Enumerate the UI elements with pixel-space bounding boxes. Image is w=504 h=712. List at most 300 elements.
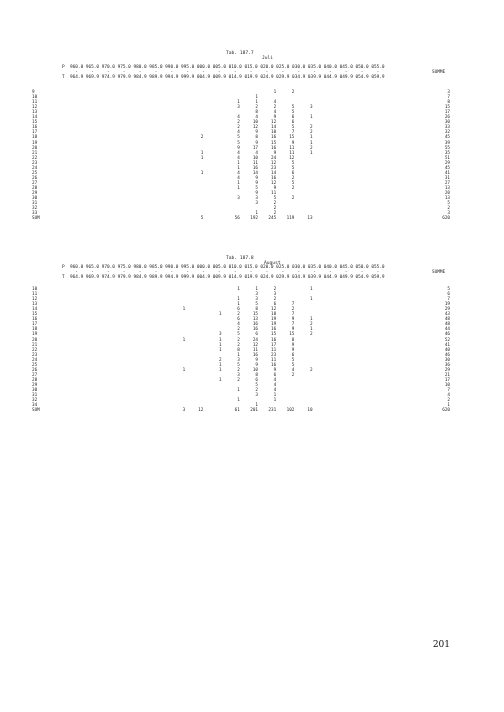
table-cell: 5 [255, 185, 258, 191]
row-temperature-label: 14 [32, 115, 38, 121]
table-cell: 2 [273, 287, 277, 292]
table-month: Juli [262, 56, 274, 61]
table-cell: 5 [291, 180, 295, 186]
row-sum: 3 [447, 211, 450, 217]
row-sum: 51 [444, 155, 450, 161]
table-cell: 8 [255, 110, 258, 116]
table-cell: 2 [310, 130, 313, 136]
table-cell: 2 [273, 105, 277, 111]
row-temperature-label: 12 [32, 105, 38, 111]
table-cell: 8 [255, 307, 258, 313]
row-temperature-label: 32 [32, 398, 38, 404]
table-cell: 2 [273, 206, 277, 212]
table-cell: 1 [182, 337, 186, 343]
table-cell: 6 [291, 115, 295, 121]
table-cell: 5 [291, 105, 295, 111]
row-temperature-label: 34 [32, 403, 38, 409]
table-cell: 4 [237, 175, 240, 181]
table-cell: 9 [255, 180, 258, 186]
table-cell: 1 [237, 352, 240, 358]
row-sum: 36 [444, 362, 450, 368]
table-cell: 11 [289, 150, 295, 156]
table-cell: 1 [255, 95, 258, 101]
row-temperature-label: 25 [32, 170, 38, 176]
table-cell: 11 [289, 145, 295, 151]
table-cell: 1 [273, 398, 277, 404]
table-cell: 9 [291, 327, 295, 333]
row-temperature-label: 28 [32, 185, 38, 191]
table-cell: 10 [252, 367, 258, 373]
table-cell: 1 [219, 362, 222, 368]
table-cell: 1 [237, 100, 240, 106]
table-cell: 9 [273, 367, 277, 373]
table-cell: 2 [255, 388, 258, 393]
table-cell: 9 [273, 115, 277, 121]
table-cell: 2 [237, 312, 240, 318]
row-sum: 46 [444, 352, 450, 358]
table-cell: 2 [255, 105, 258, 111]
row-temperature-label: 24 [32, 165, 38, 171]
row-sum: 48 [444, 322, 450, 328]
row-sum: 21 [444, 372, 450, 378]
table-cell: 1 [310, 297, 313, 303]
row-temperature-label: 24 [32, 357, 38, 363]
pressure-label: P [62, 65, 65, 70]
table-cell: 56 [234, 216, 240, 222]
table-cell: 15 [271, 140, 277, 146]
table-row [0, 216, 504, 221]
table-cell: 1 [237, 180, 240, 186]
row-sum: 7 [447, 388, 450, 393]
table-cell: 2 [237, 327, 240, 333]
row-temperature-label: 21 [32, 342, 38, 348]
table-cell: 6 [273, 302, 277, 308]
table-cell: 5 [237, 135, 240, 141]
pressure-upper-bounds: 964.9 969.9 974.9 979.9 984.9 989.9 994.9 999.9 004.9 009.9 014.9 019.9 024.9 029.9 034.9 039.9 044.9 049.9 054.9 059.9 [70, 75, 385, 80]
table-cell: 1 [200, 155, 204, 161]
table-cell: 231 [268, 408, 277, 414]
table-cell: 5 [273, 196, 277, 202]
table-cell: 6 [291, 170, 295, 176]
row-sum: 13 [444, 185, 450, 191]
table-cell: 1 [310, 115, 313, 121]
row-sum: 52 [444, 337, 450, 343]
table-cell: 16 [271, 362, 277, 368]
row-temperature-label: 12 [32, 297, 38, 303]
table-cell: 2 [291, 372, 295, 378]
table-cell: 2 [291, 90, 295, 95]
table-cell: 1 [310, 287, 313, 292]
table-cell: 1 [273, 393, 277, 399]
table-cell: 12 [289, 155, 295, 161]
table-cell: 8 [255, 372, 258, 378]
table-cell: 5 [237, 362, 240, 368]
table-cell: 12 [271, 180, 277, 186]
table-cell: 2 [291, 185, 295, 191]
row-temperature-label: 13 [32, 302, 38, 308]
row-temperature-label: 17 [32, 322, 38, 328]
table-cell: 8 [255, 135, 258, 141]
table-cell: 9 [291, 347, 295, 353]
table-cell: 16 [252, 165, 258, 171]
row-temperature-label: 15 [32, 312, 38, 318]
row-temperature-label: 10 [32, 95, 38, 101]
table-cell: 1 [255, 403, 258, 409]
table-cell: 3 [237, 357, 240, 363]
table-cell: 7 [291, 302, 295, 308]
row-sum: 4 [447, 393, 450, 399]
row-sum: 19 [444, 302, 450, 308]
row-temperature-label: 14 [32, 307, 38, 313]
table-cell: 4 [273, 100, 277, 106]
table-cell: 24 [271, 155, 277, 161]
table-cell: 16 [271, 135, 277, 141]
table-cell: 16 [271, 337, 277, 343]
row-sum: 13 [444, 196, 450, 202]
table-cell: 1 [237, 287, 240, 292]
table-cell: 4 [273, 388, 277, 393]
table-cell: 1 [200, 150, 204, 156]
table-cell: 2 [237, 367, 240, 373]
table-cell: 12 [271, 307, 277, 313]
row-sum: 46 [444, 332, 450, 338]
table-cell: 2 [310, 367, 313, 373]
table-cell: 9 [291, 342, 295, 348]
pressure-lower-bounds: 960.0 965.0 970.0 975.0 980.0 985.0 990.0 995.0 000.0 005.0 010.0 015.0 020.0 025.0 030.0 035.0 040.0 045.0 050.0 055.0 [70, 65, 385, 70]
table-cell: 1 [237, 302, 240, 308]
table-cell: 6 [237, 317, 240, 323]
table-cell: 18 [271, 312, 277, 318]
table-cell: 16 [271, 327, 277, 333]
table-cell: 2 [237, 120, 240, 126]
row-temperature-label: 18 [32, 327, 38, 333]
table-cell: 1 [219, 342, 222, 348]
table-cell: 9 [237, 145, 240, 151]
table-cell: 5 [237, 140, 240, 146]
row-sum: 7 [447, 95, 450, 101]
table-cell: 3 [237, 372, 240, 378]
summe-label: SUMME [432, 270, 446, 275]
table-cell: 5 [200, 216, 204, 222]
table-cell: 4 [273, 110, 277, 116]
page-number: 201 [432, 640, 450, 650]
table-cell: 2 [237, 377, 240, 383]
table-cell: 5 [255, 382, 258, 388]
table-cell: 11 [252, 347, 258, 353]
table-cell: 3 [219, 332, 222, 338]
row-sum: 2 [447, 398, 450, 404]
row-sum: 5 [447, 287, 450, 292]
row-sum: 41 [444, 342, 450, 348]
row-temperature-label: SUM [32, 216, 40, 222]
row-sum: 45 [444, 165, 450, 171]
table-cell: 1 [219, 337, 222, 343]
row-sum: 29 [444, 367, 450, 373]
table-cell: 1 [310, 327, 313, 333]
row-sum: 35 [444, 150, 450, 156]
table-cell: 119 [286, 216, 295, 222]
row-sum: 33 [444, 125, 450, 131]
table-cell: 2 [219, 357, 222, 363]
row-temperature-label: 23 [32, 160, 38, 166]
table-cell: 9 [273, 150, 277, 156]
table-cell: 1 [310, 317, 313, 323]
table-cell: 15 [289, 332, 295, 338]
table-cell: 2 [200, 135, 204, 141]
table-cell: 1 [237, 297, 240, 303]
table-cell: 1 [310, 150, 313, 156]
row-temperature-label: 27 [32, 180, 38, 186]
table-cell: 2 [273, 211, 277, 217]
table-cell: 2 [310, 145, 313, 151]
row-temperature-label: 22 [32, 155, 38, 161]
table-cell: 1 [182, 367, 186, 373]
pressure-lower-bounds: 960.0 965.0 970.0 975.0 980.0 985.0 990.0 995.0 000.0 005.0 010.0 015.0 020.0 025.0 030.0 035.0 040.0 045.0 050.0 055.0 [70, 265, 385, 270]
table-cell: 9 [255, 362, 258, 368]
row-sum: 10 [444, 382, 450, 388]
row-sum: 43 [444, 312, 450, 318]
temperature-label: T [62, 275, 65, 280]
pressure-dashes: - - - - - - - - - - - - - - - - - - - - [70, 270, 380, 275]
row-temperature-label: SUM [32, 408, 40, 414]
table-row [0, 408, 504, 413]
row-sum: 15 [444, 105, 450, 111]
table-cell: 1 [310, 140, 313, 146]
table-cell: 1 [237, 160, 240, 166]
table-cell: 11 [271, 357, 277, 363]
table-cell: 16 [271, 145, 277, 151]
table-cell: 8 [237, 347, 240, 353]
row-sum: 44 [444, 327, 450, 333]
table-cell: 192 [250, 216, 258, 222]
row-temperature-label: 17 [32, 130, 38, 136]
table-cell: 1 [255, 100, 258, 106]
pressure-label: P [62, 265, 65, 270]
row-sum: 39 [444, 140, 450, 146]
table-cell: 2 [273, 201, 277, 207]
table-title [0, 46, 504, 66]
row-sum: 2 [447, 206, 450, 212]
table-cell: 6 [255, 332, 258, 338]
table-cell: 4 [291, 367, 295, 373]
table-cell: 5 [291, 362, 295, 368]
row-temperature-label: 9 [32, 90, 35, 95]
row-temperature-label: 11 [32, 100, 38, 106]
table-cell: 3 [182, 408, 186, 414]
row-sum: 40 [444, 347, 450, 353]
row-sum: 41 [444, 170, 450, 176]
table-cell: 5 [291, 110, 295, 116]
row-sum: 55 [444, 145, 450, 151]
row-temperature-label: 18 [32, 135, 38, 141]
row-temperature-label: 21 [32, 150, 38, 156]
table-cell: 4 [255, 150, 258, 156]
table-cell: 23 [271, 165, 277, 171]
table-cell: 9 [255, 191, 258, 196]
table-cell: 12 [252, 342, 258, 348]
table-cell: 6 [237, 307, 240, 313]
table-cell: 3 [237, 196, 240, 202]
row-temperature-label: 13 [32, 110, 38, 116]
table-cell: 1 [273, 90, 277, 95]
table-cell: 15 [252, 312, 258, 318]
table-cell: 4 [255, 115, 258, 121]
table-cell: 24 [252, 337, 258, 343]
row-temperature-label: 16 [32, 317, 38, 323]
row-sum: 48 [444, 317, 450, 323]
table-cell: 10 [252, 155, 258, 161]
row-sum: 620 [442, 216, 450, 222]
table-cell: 2 [273, 297, 277, 303]
table-cell: 6 [291, 120, 295, 126]
table-cell: 3 [255, 196, 258, 202]
table-cell: 14 [271, 170, 277, 176]
table-cell: 11 [252, 160, 258, 166]
row-sum: 31 [444, 175, 450, 181]
table-cell: 4 [237, 115, 240, 121]
table-number: Tab. 187.7 [226, 51, 254, 56]
row-temperature-label: 22 [32, 347, 38, 353]
table-cell: 3 [310, 105, 313, 111]
table-cell: 2 [237, 125, 240, 131]
table-cell: 15 [289, 135, 295, 141]
table-cell: 1 [219, 312, 222, 318]
table-cell: 10 [252, 120, 258, 126]
table-cell: 8 [291, 337, 295, 343]
table-cell: 4 [237, 322, 240, 328]
table-cell: 9 [255, 140, 258, 146]
pressure-dashes: - - - - - - - - - - - - - - - - - - - - [70, 70, 380, 75]
table-cell: 2 [291, 196, 295, 202]
row-temperature-label: 20 [32, 145, 38, 151]
table-cell: 16 [252, 327, 258, 333]
table-cell: 9 [291, 140, 295, 146]
row-temperature-label: 28 [32, 377, 38, 383]
table-cell: 3 [255, 201, 258, 207]
table-cell: 9 [273, 185, 277, 191]
table-cell: 1 [255, 287, 258, 292]
pressure-upper-bounds: 964.9 969.9 974.9 979.9 984.9 989.9 994.9 999.9 004.9 009.9 014.9 019.9 024.9 029.9 034.9 039.9 044.9 049.9 054.9 059.9 [70, 275, 385, 280]
row-sum: 29 [444, 160, 450, 166]
row-sum: 3 [447, 90, 450, 95]
table-cell: 245 [268, 216, 277, 222]
table-cell: 4 [237, 170, 240, 176]
row-temperature-label: 29 [32, 382, 38, 388]
table-cell: 15 [271, 332, 277, 338]
table-cell: 4 [273, 377, 277, 383]
row-sum: 17 [444, 377, 450, 383]
table-cell: 1 [255, 211, 258, 217]
table-cell: 17 [252, 145, 258, 151]
table-cell: 1 [200, 170, 204, 176]
table-cell: 3 [255, 297, 258, 303]
row-sum: 17 [444, 110, 450, 116]
table-cell: 1 [237, 185, 240, 191]
row-sum: 6 [447, 292, 450, 298]
table-cell: 1 [182, 307, 186, 313]
table-cell: 7 [291, 130, 295, 136]
table-cell: 19 [271, 317, 277, 323]
table-cell: 2 [310, 332, 313, 338]
table-cell: 12 [271, 120, 277, 126]
table-cell: 2 [237, 337, 240, 343]
table-cell: 9 [255, 130, 258, 136]
table-cell: 19 [271, 322, 277, 328]
row-temperature-label: 26 [32, 367, 38, 373]
row-temperature-label: 19 [32, 332, 38, 338]
table-cell: 14 [271, 125, 277, 131]
table-number: Tab. 187.8 [226, 256, 254, 261]
table-cell: 1 [219, 367, 222, 373]
row-temperature-label: 25 [32, 362, 38, 368]
table-cell: 6 [273, 372, 277, 378]
table-cell: 7 [291, 322, 295, 328]
row-temperature-label: 10 [32, 287, 38, 292]
table-cell: 12 [252, 125, 258, 131]
table-cell: 1 [237, 398, 240, 404]
table-cell: 1 [219, 377, 222, 383]
table-cell: 16 [252, 352, 258, 358]
table-cell: 4 [237, 155, 240, 161]
row-sum: 30 [444, 120, 450, 126]
table-cell: 1 [310, 135, 313, 141]
table-cell: 201 [250, 408, 258, 414]
table-cell: 5 [291, 165, 295, 171]
row-temperature-label: 29 [32, 191, 38, 196]
table-cell: 7 [291, 312, 295, 318]
table-cell: 3 [255, 393, 258, 399]
row-sum: 5 [447, 201, 450, 207]
table-cell: 17 [271, 342, 277, 348]
row-temperature-label: 31 [32, 201, 38, 207]
table-cell: 10 [307, 408, 313, 414]
table-cell: 5 [255, 302, 258, 308]
table-cell: 5 [291, 125, 295, 131]
row-temperature-label: 16 [32, 125, 38, 131]
table-cell: 1 [237, 388, 240, 393]
table-cell: 13 [252, 317, 258, 323]
table-cell: 3 [255, 292, 258, 298]
table-cell: 5 [291, 357, 295, 363]
row-temperature-label: 20 [32, 337, 38, 343]
row-sum: 45 [444, 135, 450, 141]
row-temperature-label: 23 [32, 352, 38, 358]
row-temperature-label: 15 [32, 120, 38, 126]
table-cell: 5 [237, 332, 240, 338]
table-cell: 102 [286, 408, 295, 414]
table-cell: 23 [271, 352, 277, 358]
row-temperature-label: 30 [32, 388, 38, 393]
table-cell: 3 [237, 105, 240, 111]
row-temperature-label: 33 [32, 211, 38, 217]
table-cell: 16 [252, 322, 258, 328]
table-cell: 4 [237, 150, 240, 156]
table-cell: 2 [237, 342, 240, 348]
summe-label: SUMME [432, 70, 446, 75]
row-sum: 620 [442, 408, 450, 414]
row-temperature-label: 19 [32, 140, 38, 146]
table-cell: 6 [255, 377, 258, 383]
table-cell: 61 [234, 408, 240, 414]
row-sum: 26 [444, 115, 450, 121]
row-sum: 29 [444, 307, 450, 313]
temperature-label: T [62, 75, 65, 80]
row-sum: 1 [447, 403, 450, 409]
table-cell: 1 [219, 347, 222, 353]
row-sum: 20 [444, 191, 450, 196]
row-temperature-label: 11 [32, 292, 38, 298]
table-cell: 16 [271, 175, 277, 181]
